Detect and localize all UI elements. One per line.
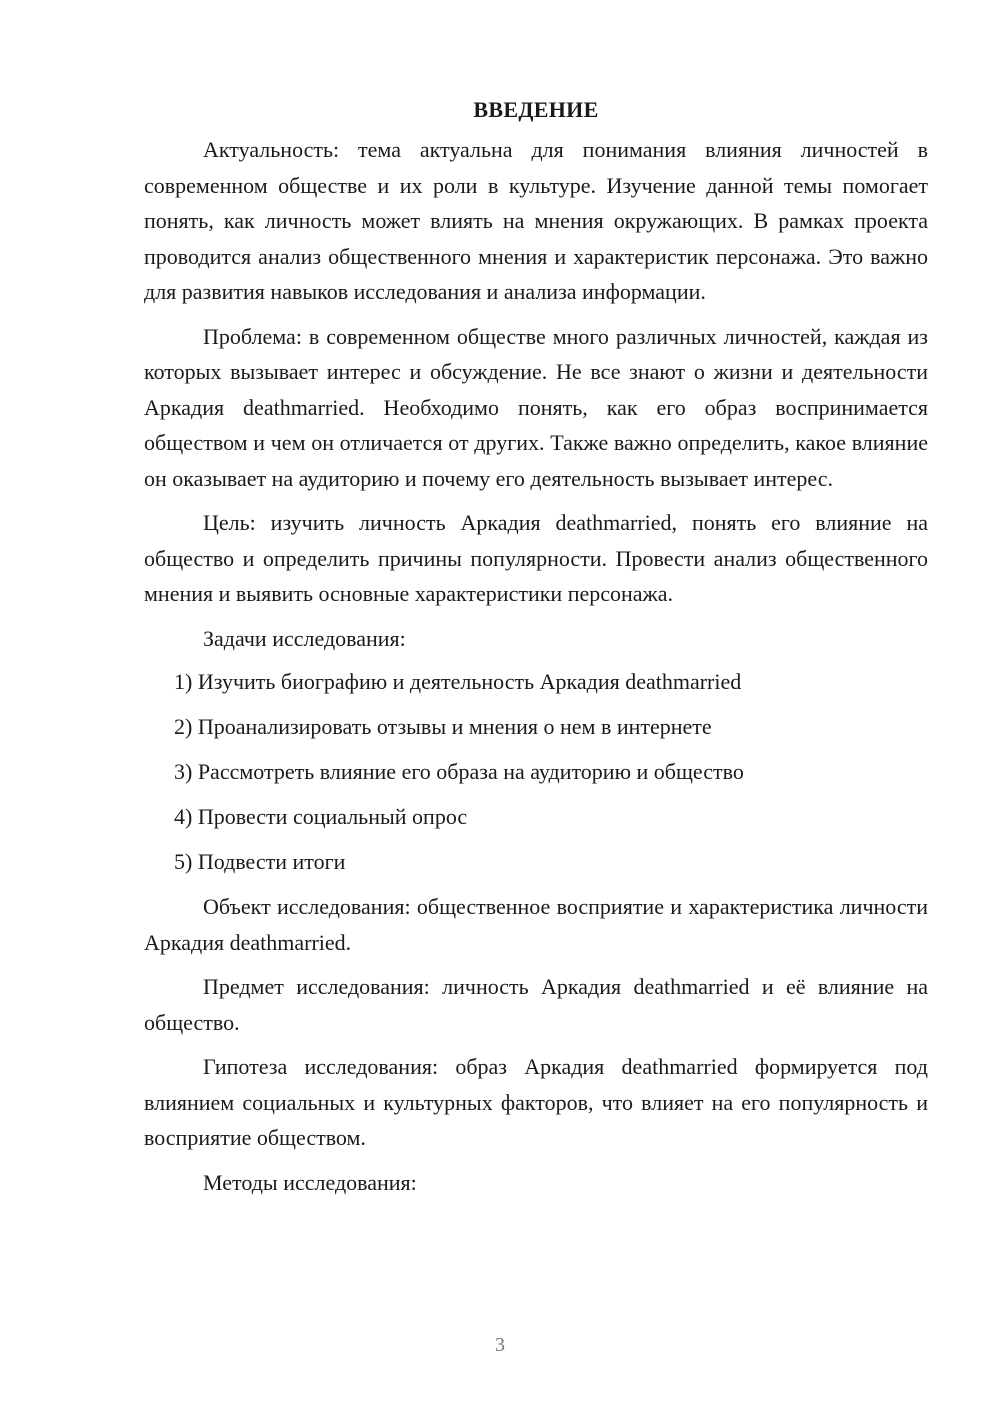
paragraph-subject: Предмет исследования: личность Аркадия deathmarried и её влияние на общество. xyxy=(144,974,928,1035)
task-item-3: 3) Рассмотреть влияние его образа на аудиторию и общество xyxy=(174,759,744,784)
paragraph-goal: Цель: изучить личность Аркадия deathmarried, понять его влияние на общество и определить причины популярности. Провести анализ общественного мнения и выявить основные характеристики персонажа. xyxy=(144,510,928,606)
document-page xyxy=(144,92,928,1209)
document-title: ВВЕДЕНИЕ xyxy=(473,97,599,122)
page-number: 3 xyxy=(495,1334,505,1356)
task-item-4: 4) Провести социальный опрос xyxy=(174,804,468,829)
task-list xyxy=(144,664,928,880)
task-item-5: 5) Подвести итоги xyxy=(174,849,346,874)
methods-heading: Методы исследования: xyxy=(203,1169,417,1195)
tasks-heading: Задачи исследования: xyxy=(203,625,406,651)
paragraph-problem: Проблема: в современном обществе много различных личностей, каждая из которых вызывает интерес и обсуждение. Не все знают о жизни и деятельности Аркадия deathmarried. Необходимо понять, как его образ воспринимается обществом и чем он отличается от других. Также важно определить, какое влияние он оказывает на аудиторию и почему его деятельность вызывает интерес. xyxy=(144,323,928,491)
task-item-2: 2) Проанализировать отзывы и мнения о нем в интернете xyxy=(174,714,712,739)
paragraph-object: Объект исследования: общественное восприятие и характеристика личности Аркадия deathmarried. xyxy=(144,894,928,955)
paragraph-relevance: Актуальность: тема актуальна для понимания влияния личностей в современном обществе и их роли в культуре. Изучение данной темы помогает понять, как личность может влиять на мнения окружающих. В рамках проекта проводится анализ общественного мнения и характеристик персонажа. Это важно для развития навыков исследования и анализа информации. xyxy=(144,137,928,304)
paragraph-hypothesis: Гипотеза исследования: образ Аркадия deathmarried формируется под влиянием социальных и культурных факторов, что влияет на его популярность и восприятие обществом. xyxy=(144,1054,928,1150)
task-item-1: 1) Изучить биографию и деятельность Аркадия deathmarried xyxy=(174,669,742,694)
